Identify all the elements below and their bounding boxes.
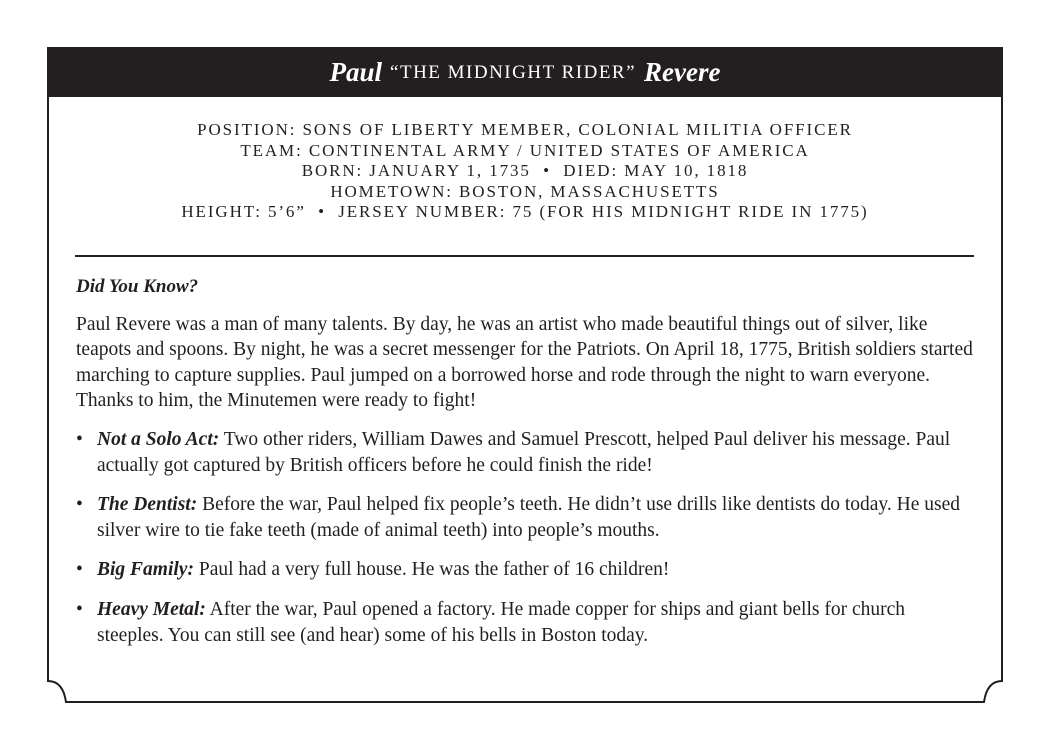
- fact-title: Not a Solo Act:: [97, 428, 220, 450]
- bullet-icon: •: [76, 598, 83, 620]
- fact-item: [76, 427, 976, 478]
- section-divider: [75, 255, 974, 257]
- nickname: “THE MIDNIGHT RIDER”: [390, 62, 637, 83]
- bullet-icon: •: [76, 494, 83, 516]
- first-name: Paul: [329, 56, 383, 87]
- fact-text: After the war, Paul opened a factory. He made copper for ships and giant bells for church steeples. You can still see (and hear) some of his bells in Boston today.: [97, 598, 906, 646]
- fact-text: Paul had a very full house. He was the father of 16 children!: [193, 559, 670, 581]
- card-header: [47, 47, 1003, 97]
- fact-item: [76, 557, 976, 583]
- intro-paragraph: Paul Revere was a man of many talents. By day, he was an artist who made beautiful things out of silver, like teapots and spoons. By night, he was a secret messenger for the Patriots. On April 18, 1775, British soldiers started marching to capture supplies. Paul jumped on a borrowed horse and rode through the night to warn everyone. Thanks to him, the Minutemen were ready to fight!: [76, 313, 973, 412]
- fact-title: Heavy Metal:: [97, 598, 206, 620]
- trading-card: [47, 47, 1003, 703]
- stat-position: POSITION: SONS OF LIBERTY MEMBER, COLONIAL MILITIA OFFICER: [197, 120, 853, 139]
- stats-block: [47, 120, 1003, 223]
- fact-title: The Dentist:: [97, 494, 198, 516]
- stat-born-died: BORN: JANUARY 1, 1735 • DIED: MAY 10, 1818: [301, 161, 749, 181]
- stat-height-jersey: HEIGHT: 5’6” • JERSEY NUMBER: 75 (FOR HIS MIDNIGHT RIDE IN 1775): [181, 202, 869, 222]
- last-name: Revere: [644, 56, 721, 87]
- fact-title: Big Family:: [97, 559, 194, 581]
- stat-team: TEAM: CONTINENTAL ARMY / UNITED STATES OF AMERICA: [240, 140, 810, 160]
- fact-text: Before the war, Paul helped fix people’s teeth. He didn’t use drills like dentists do today. He used silver wire to tie fake teeth (made of animal teeth) into people’s mouths.: [97, 494, 961, 541]
- fact-text: Two other riders, William Dawes and Samuel Prescott, helped Paul deliver his message. Paul actually got captured by British officers before he could finish the ride!: [97, 428, 951, 476]
- card-body: [76, 274, 976, 662]
- bullet-icon: •: [76, 559, 83, 581]
- bullet-icon: •: [76, 428, 83, 450]
- fact-item: [76, 597, 976, 648]
- facts-list: [76, 427, 976, 648]
- stat-hometown: HOMETOWN: BOSTON, MASSACHUSETTS: [330, 181, 720, 201]
- fact-item: [76, 492, 976, 543]
- did-you-know-heading: Did You Know?: [76, 276, 199, 297]
